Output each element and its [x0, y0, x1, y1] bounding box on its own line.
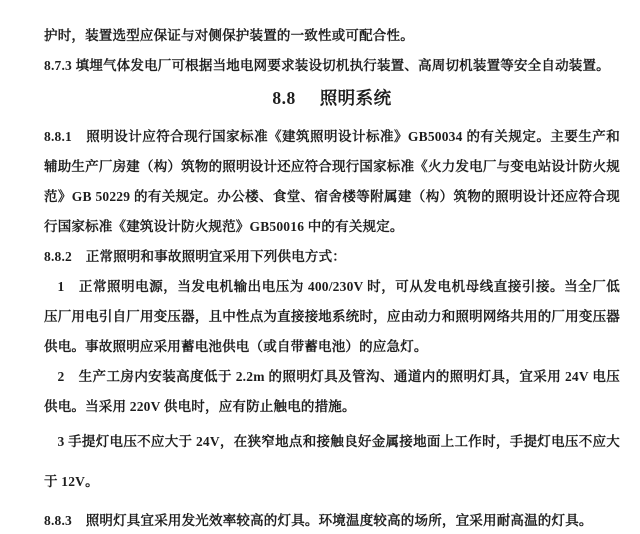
clause-8-7-3: 8.7.3 填埋气体发电厂可根据当地电网要求装设切机执行装置、高周切机装置等安全自动装置。	[44, 58, 610, 73]
section-title: 照明系统	[319, 88, 392, 108]
clause-8-8-3: 8.8.3 照明灯具宜采用发光效率较高的灯具。环境温度较高的场所，宜采用耐高温的灯具。	[44, 513, 593, 528]
paragraph-continuation: 护时，装置选型应保证与对侧保护装置的一致性或可配合性。	[44, 28, 414, 43]
clause-8-8-2-item-2: 2 生产工房内安装高度低于 2.2m 的照明灯具及管沟、通道内的照明灯具，宜采用 24V 电压供电。当采用 220V 供电时，应有防止触电的措施。	[44, 369, 620, 414]
clause-8-8-2: 8.8.2 正常照明和事故照明宜采用下列供电方式：	[44, 249, 346, 264]
clause-8-8-2-item-3: 3 手提灯电压不应大于 24V，在狭窄地点和接触良好金属接地面上工作时，手提灯电压不应大于 12V。	[44, 434, 620, 489]
clause-8-8-1: 8.8.1 照明设计应符合现行国家标准《建筑照明设计标准》GB50034 的有关规定。主要生产和辅助生产厂房建（构）筑物的照明设计还应符合现行国家标准《火力发电厂与变电站设计防火规范》GB 50229 的有关规定。办公楼、食堂、宿舍楼等附属建（构）筑物的照明设计还应符合现行国家标准《建筑设计防火规范》GB50016 中的有关规定。	[44, 129, 620, 234]
section-heading-8-8	[44, 82, 620, 114]
clause-8-8-2-item-1: 1 正常照明电源，当发电机输出电压为 400/230V 时，可从发电机母线直接引接。当全厂低压厂用电引自厂用变压器，且中性点为直接接地系统时，应由动力和照明网络共用的厂用变压器供电。事故照明应采用蓄电池供电（或自带蓄电池）的应急灯。	[44, 279, 620, 354]
document-content	[44, 21, 620, 534]
section-number: 8.8	[272, 88, 296, 108]
